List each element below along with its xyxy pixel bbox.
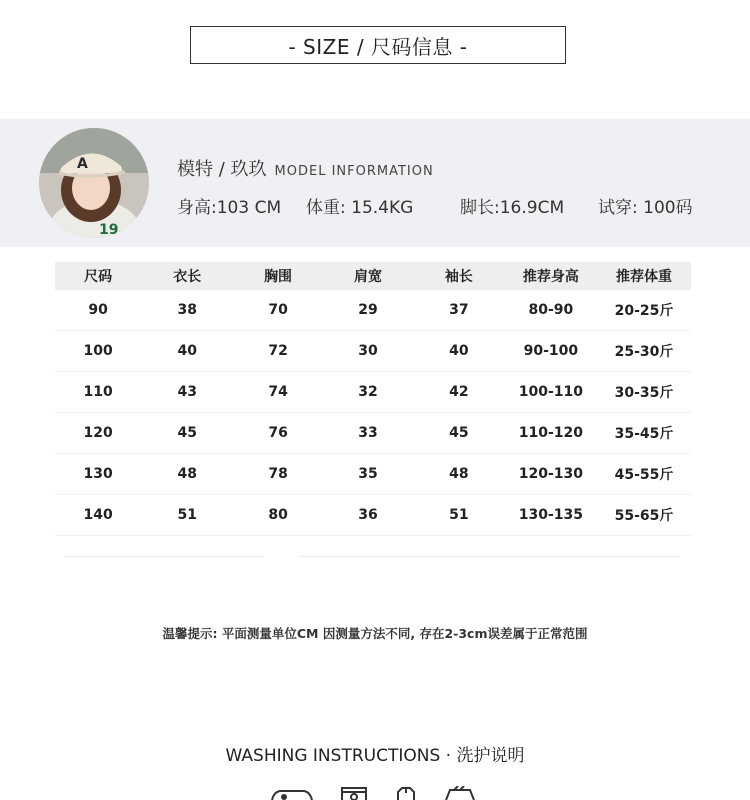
table-cell: 76: [233, 413, 323, 454]
table-cell: 55-65斤: [597, 495, 691, 536]
machine-wash-icon: [270, 786, 314, 800]
table-cell: 35: [323, 454, 413, 495]
size-table-header: [55, 262, 691, 290]
table-cell: 25-30斤: [597, 331, 691, 372]
header-cell: 推荐身高: [505, 262, 597, 290]
washing-machine-icon: [340, 786, 368, 800]
table-cell: 43: [141, 372, 233, 413]
table-cell: 120: [55, 413, 141, 454]
table-row: [55, 290, 691, 331]
table-cell: 80-90: [505, 290, 597, 331]
model-info-label: MODEL INFORMATION: [274, 164, 434, 179]
table-cell: 38: [141, 290, 233, 331]
header-cell: 衣长: [141, 262, 233, 290]
table-cell: 45: [413, 413, 505, 454]
header-cell: 肩宽: [323, 262, 413, 290]
table-cell: 51: [141, 495, 233, 536]
model-weight: 体重: 15.4KG: [306, 198, 414, 218]
table-cell: 72: [233, 331, 323, 372]
table-cell: 37: [413, 290, 505, 331]
section-title-text: - SIZE / 尺码信息 -: [288, 34, 468, 59]
table-row: [55, 331, 691, 372]
divider: [300, 556, 680, 557]
size-table: [55, 262, 691, 536]
table-row: [55, 454, 691, 495]
table-cell: 48: [141, 454, 233, 495]
divider: [64, 556, 264, 557]
table-cell: 33: [323, 413, 413, 454]
table-cell: 100: [55, 331, 141, 372]
model-height: 身高:103 CM: [177, 198, 282, 218]
model-photo-icon: [39, 128, 149, 238]
table-cell: 100-110: [505, 372, 597, 413]
table-cell: 130: [55, 454, 141, 495]
table-cell: 35-45斤: [597, 413, 691, 454]
measurement-tip: 温馨提示: 平面测量单位CM 因测量方法不同, 存在2-3cm误差属于正常范围: [162, 626, 588, 641]
model-avatar: [39, 128, 149, 238]
table-row: [55, 413, 691, 454]
table-cell: 40: [413, 331, 505, 372]
table-cell: 30-35斤: [597, 372, 691, 413]
table-cell: 40: [141, 331, 233, 372]
table-cell: 110: [55, 372, 141, 413]
header-cell: 胸围: [233, 262, 323, 290]
model-try-size: 试穿: 100码: [598, 198, 693, 218]
table-cell: 45: [141, 413, 233, 454]
table-cell: 90-100: [505, 331, 597, 372]
model-name: 模特 / 玖玖: [177, 159, 267, 180]
model-name-line: [177, 155, 434, 181]
table-cell: 45-55斤: [597, 454, 691, 495]
header-cell: 推荐体重: [597, 262, 691, 290]
header-cell: 尺码: [55, 262, 141, 290]
washing-title: WASHING INSTRUCTIONS · 洗护说明: [225, 746, 525, 766]
table-cell: 30: [323, 331, 413, 372]
table-cell: 20-25斤: [597, 290, 691, 331]
table-cell: 29: [323, 290, 413, 331]
table-cell: 110-120: [505, 413, 597, 454]
table-cell: 120-130: [505, 454, 597, 495]
svg-text:A: A: [77, 156, 88, 172]
table-cell: 130-135: [505, 495, 597, 536]
table-row: [55, 372, 691, 413]
table-cell: 36: [323, 495, 413, 536]
table-cell: 140: [55, 495, 141, 536]
table-cell: 90: [55, 290, 141, 331]
svg-text:19: 19: [99, 222, 119, 238]
table-cell: 51: [413, 495, 505, 536]
table-cell: 70: [233, 290, 323, 331]
model-foot-length: 脚长:16.9CM: [460, 198, 565, 218]
table-cell: 42: [413, 372, 505, 413]
header-cell: 袖长: [413, 262, 505, 290]
section-title: [190, 26, 566, 64]
table-cell: 48: [413, 454, 505, 495]
table-row: [55, 495, 691, 536]
table-cell: 80: [233, 495, 323, 536]
table-cell: 74: [233, 372, 323, 413]
table-cell: 78: [233, 454, 323, 495]
table-cell: 32: [323, 372, 413, 413]
washing-icons: [270, 786, 476, 800]
hang-dry-icon: [394, 786, 418, 800]
hand-wash-icon: [444, 786, 476, 800]
